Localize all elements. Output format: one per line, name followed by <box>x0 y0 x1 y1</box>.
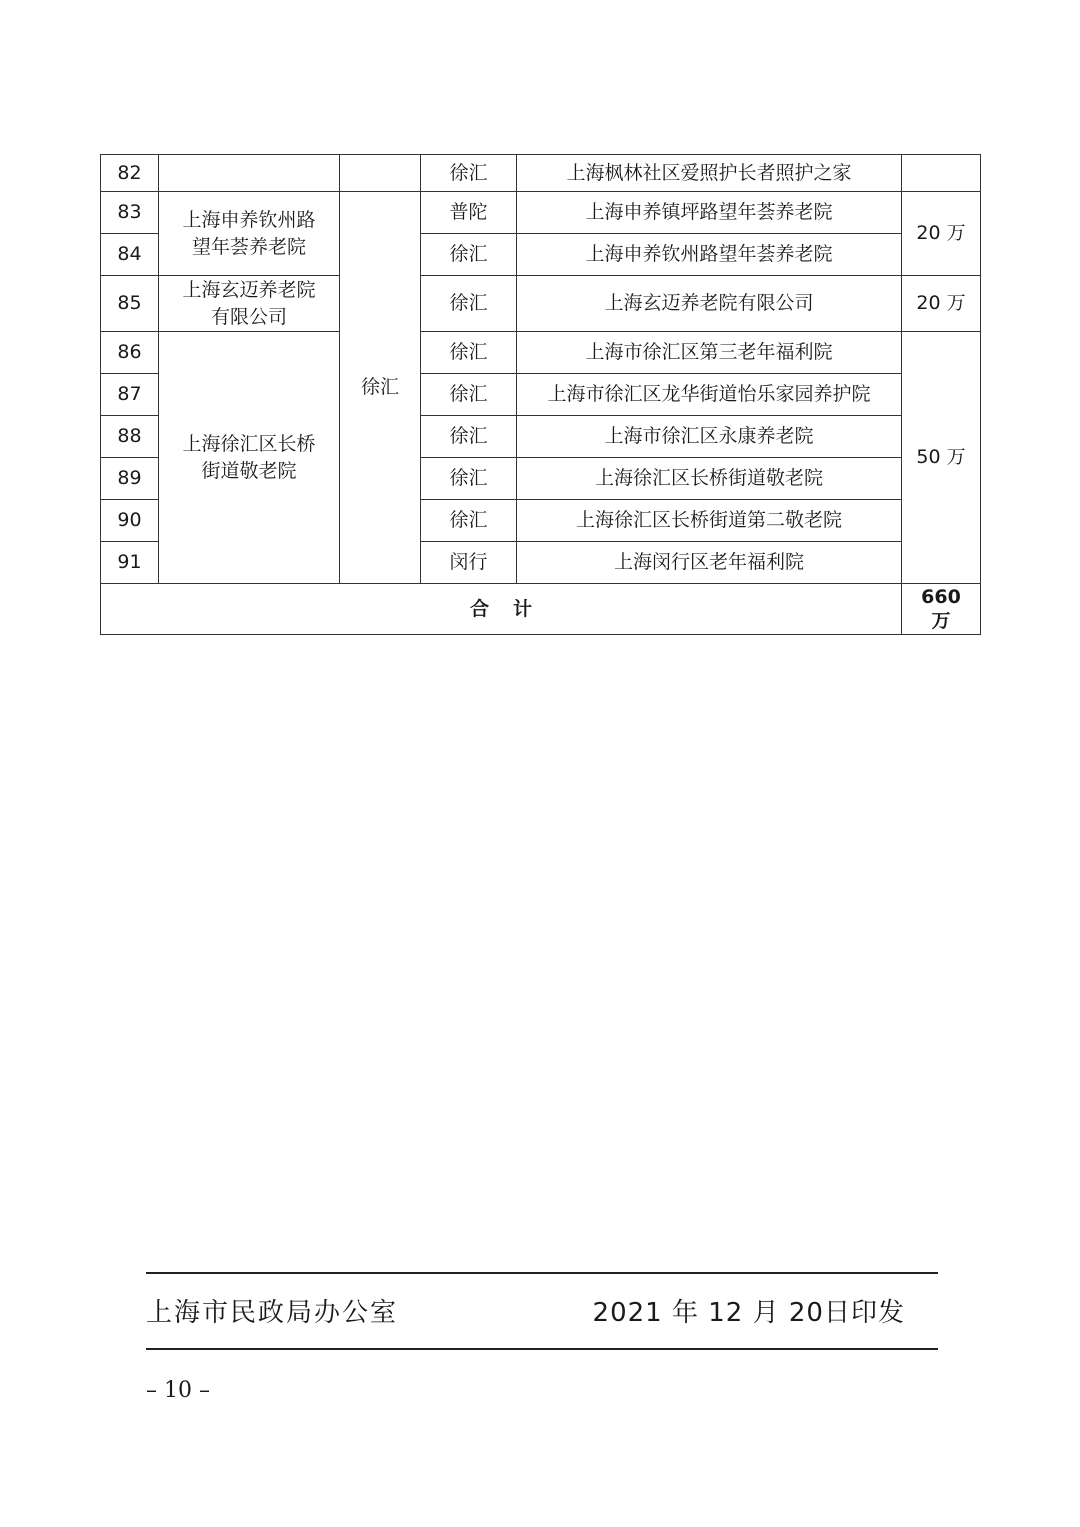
row-institution: 上海玄迈养老院有限公司 <box>517 276 902 332</box>
total-amount <box>902 584 981 635</box>
issuing-office: 上海市民政局办公室 <box>146 1298 399 1328</box>
footer-bottom-rule <box>146 1348 938 1350</box>
row-institution: 上海闵行区老年福利院 <box>517 542 902 584</box>
group-name <box>159 332 340 584</box>
row-institution: 上海申养镇坪路望年荟养老院 <box>517 192 902 234</box>
group-name <box>159 192 340 276</box>
row-district: 闵行 <box>421 542 517 584</box>
row-number: 85 <box>101 276 159 332</box>
issue-month: 12 <box>708 1298 744 1328</box>
group-name-line: 上海徐汇区长桥 <box>182 432 316 455</box>
row-institution: 上海市徐汇区龙华街道怡乐家园养护院 <box>517 374 902 416</box>
total-label: 合计 <box>101 584 902 635</box>
row-number: 89 <box>101 458 159 500</box>
merged-district: 徐汇 <box>340 192 421 584</box>
row-number: 82 <box>101 155 159 192</box>
row-institution: 上海徐汇区长桥街道敬老院 <box>517 458 902 500</box>
row-number: 83 <box>101 192 159 234</box>
group-name-line: 上海申养钦州路 <box>182 208 316 231</box>
row-district: 徐汇 <box>421 276 517 332</box>
row-number: 84 <box>101 234 159 276</box>
issue-day: 20 <box>788 1298 824 1328</box>
row-district: 徐汇 <box>421 500 517 542</box>
footer-top-rule <box>146 1272 938 1274</box>
issue-date <box>593 1292 905 1329</box>
row-district: 徐汇 <box>421 332 517 374</box>
district-cell-empty <box>340 155 421 192</box>
row-district: 徐汇 <box>421 374 517 416</box>
row-number: 91 <box>101 542 159 584</box>
table-row <box>101 192 981 234</box>
row-district: 徐汇 <box>421 234 517 276</box>
row-institution: 上海枫林社区爱照护长者照护之家 <box>517 155 902 192</box>
table-row <box>101 276 981 332</box>
total-amount-unit: 万 <box>931 610 951 632</box>
group-name-line: 有限公司 <box>210 305 287 328</box>
row-institution: 上海申养钦州路望年荟养老院 <box>517 234 902 276</box>
total-amount-value: 660 <box>921 586 961 608</box>
group-name-line: 上海玄迈养老院 <box>182 278 316 301</box>
month-suffix: 月 <box>752 1298 780 1328</box>
row-number: 90 <box>101 500 159 542</box>
row-district: 徐汇 <box>421 458 517 500</box>
page-number: – 10 – <box>146 1378 210 1403</box>
subsidy-amount: 50 万 <box>902 332 981 584</box>
row-institution: 上海市徐汇区永康养老院 <box>517 416 902 458</box>
total-row <box>101 584 981 635</box>
day-suffix: 日印发 <box>823 1298 905 1328</box>
row-district: 徐汇 <box>421 155 517 192</box>
group-name-line: 望年荟养老院 <box>191 235 306 258</box>
row-institution: 上海市徐汇区第三老年福利院 <box>517 332 902 374</box>
row-institution: 上海徐汇区长桥街道第二敬老院 <box>517 500 902 542</box>
year-suffix: 年 <box>671 1298 699 1328</box>
subsidy-amount: 20 万 <box>902 192 981 276</box>
group-name-line: 街道敬老院 <box>201 459 297 482</box>
issue-year: 2021 <box>592 1298 663 1328</box>
table-row <box>101 332 981 374</box>
award-table <box>100 154 981 635</box>
row-district: 徐汇 <box>421 416 517 458</box>
row-number: 88 <box>101 416 159 458</box>
group-cell-empty <box>159 155 340 192</box>
table-row <box>101 155 981 192</box>
row-district: 普陀 <box>421 192 517 234</box>
group-name <box>159 276 340 332</box>
row-number: 87 <box>101 374 159 416</box>
row-number: 86 <box>101 332 159 374</box>
amount-cell-empty <box>902 155 981 192</box>
subsidy-amount: 20 万 <box>902 276 981 332</box>
